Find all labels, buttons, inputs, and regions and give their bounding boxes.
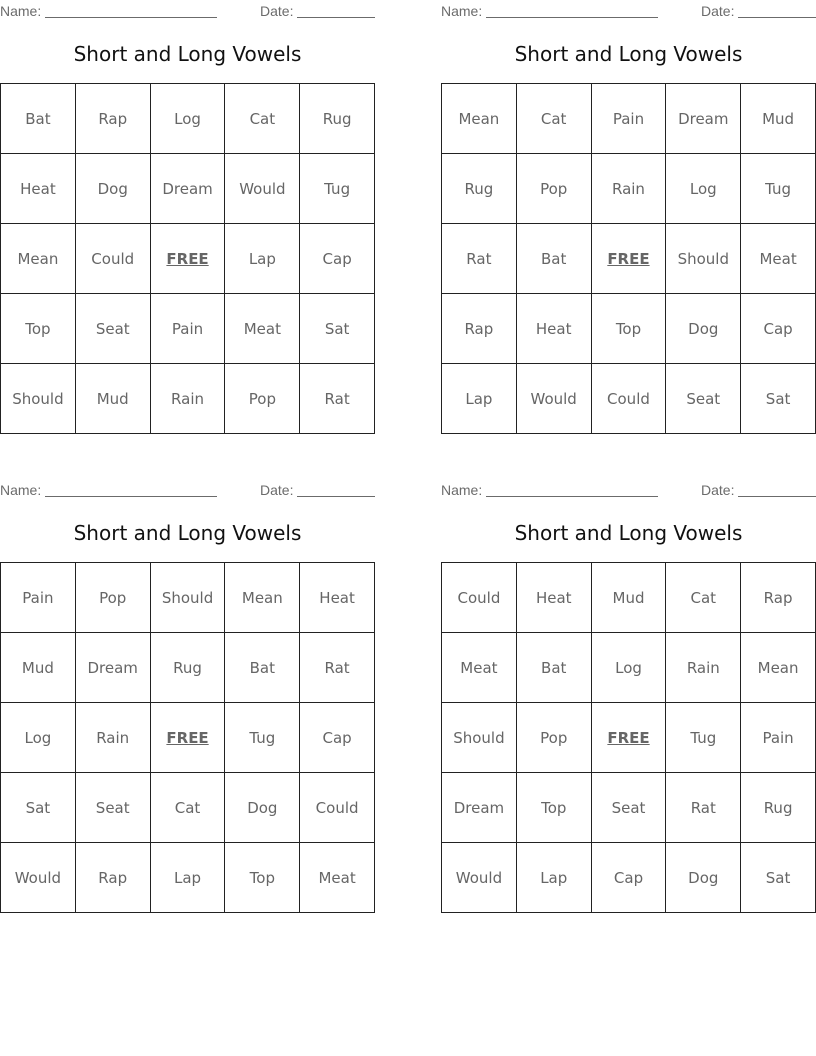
bingo-grid [441, 83, 816, 434]
bingo-cell: Sat [300, 294, 375, 364]
bingo-cell: Rain [666, 633, 741, 703]
bingo-grid [0, 562, 375, 913]
grid-row [442, 703, 816, 773]
bingo-cell: Pain [591, 84, 666, 154]
bingo-grid [441, 562, 816, 913]
free-space: FREE [591, 224, 666, 294]
grid-row [442, 294, 816, 364]
free-space: FREE [591, 703, 666, 773]
free-space: FREE [150, 703, 225, 773]
bingo-grid [0, 83, 375, 434]
grid-row [1, 84, 375, 154]
bingo-cell: Seat [75, 773, 150, 843]
bingo-cell: Cap [300, 703, 375, 773]
card-title: Short and Long Vowels [73, 521, 302, 545]
bingo-cell: Lap [150, 843, 225, 913]
grid-row [442, 154, 816, 224]
bingo-cell: Dream [75, 633, 150, 703]
date-blank-line [738, 17, 816, 18]
grid-row [1, 633, 375, 703]
bingo-cell: Pop [516, 703, 591, 773]
bingo-cell: Rap [75, 843, 150, 913]
bingo-cell: Rain [75, 703, 150, 773]
bingo-cell: Rug [442, 154, 517, 224]
bingo-cell: Could [75, 224, 150, 294]
bingo-cell: Cat [666, 563, 741, 633]
grid-row [1, 154, 375, 224]
bingo-cell: Would [442, 843, 517, 913]
date-label: Date: [701, 3, 735, 19]
grid-row [1, 563, 375, 633]
bingo-cell: Pain [150, 294, 225, 364]
name-label: Name: [0, 3, 42, 19]
grid-row [442, 563, 816, 633]
name-blank-line [45, 496, 217, 497]
name-label: Name: [441, 3, 483, 19]
bingo-cell: Should [150, 563, 225, 633]
name-label: Name: [441, 482, 483, 498]
bingo-cell: Heat [300, 563, 375, 633]
card-title: Short and Long Vowels [514, 521, 743, 545]
bingo-cell: Dog [225, 773, 300, 843]
grid-row [442, 364, 816, 434]
bingo-cell: Pain [1, 563, 76, 633]
bingo-cell: Meat [225, 294, 300, 364]
bingo-cell: Seat [666, 364, 741, 434]
grid-row [442, 843, 816, 913]
bingo-cell: Meat [300, 843, 375, 913]
bingo-cell: Tug [666, 703, 741, 773]
name-blank-line [486, 17, 658, 18]
bingo-cell: Rain [591, 154, 666, 224]
bingo-cell: Seat [591, 773, 666, 843]
bingo-cell: Bat [225, 633, 300, 703]
name-blank-line [45, 17, 217, 18]
bingo-cell: Mud [741, 84, 816, 154]
bingo-cell: Top [591, 294, 666, 364]
grid-row [1, 224, 375, 294]
bingo-cell: Mean [741, 633, 816, 703]
card-header [441, 482, 816, 496]
date-label: Date: [701, 482, 735, 498]
bingo-cell: Could [442, 563, 517, 633]
bingo-cell: Should [442, 703, 517, 773]
bingo-cell: Cap [741, 294, 816, 364]
bingo-cell: Dream [666, 84, 741, 154]
bingo-cell: Lap [442, 364, 517, 434]
grid-row [442, 84, 816, 154]
grid-row [1, 294, 375, 364]
bingo-cell: Top [225, 843, 300, 913]
bingo-cell: Could [591, 364, 666, 434]
grid-row [1, 773, 375, 843]
bingo-cell: Mean [1, 224, 76, 294]
bingo-cell: Rat [300, 633, 375, 703]
date-label: Date: [260, 482, 294, 498]
bingo-cell: Rug [150, 633, 225, 703]
card-header [0, 482, 375, 496]
bingo-cell: Rain [150, 364, 225, 434]
bingo-cell: Rat [442, 224, 517, 294]
date-blank-line [738, 496, 816, 497]
grid-row [442, 773, 816, 843]
name-blank-line [486, 496, 658, 497]
bingo-cell: Mean [442, 84, 517, 154]
grid-row [442, 633, 816, 703]
bingo-cell: Meat [741, 224, 816, 294]
bingo-cell: Tug [741, 154, 816, 224]
grid-row [1, 364, 375, 434]
bingo-cell: Rat [666, 773, 741, 843]
bingo-cell: Pain [741, 703, 816, 773]
bingo-cell: Cat [225, 84, 300, 154]
bingo-cell: Sat [741, 843, 816, 913]
bingo-cell: Log [150, 84, 225, 154]
date-label: Date: [260, 3, 294, 19]
bingo-cell: Mean [225, 563, 300, 633]
bingo-cell: Log [591, 633, 666, 703]
bingo-cell: Rap [75, 84, 150, 154]
bingo-cell: Pop [225, 364, 300, 434]
grid-row [1, 843, 375, 913]
bingo-cell: Rat [300, 364, 375, 434]
bingo-cell: Bat [516, 633, 591, 703]
bingo-cell: Sat [741, 364, 816, 434]
card-title: Short and Long Vowels [514, 42, 743, 66]
bingo-cell: Cap [300, 224, 375, 294]
card-header [441, 3, 816, 17]
bingo-cell: Dog [666, 294, 741, 364]
bingo-cell: Mud [1, 633, 76, 703]
bingo-cell: Rap [442, 294, 517, 364]
grid-row [1, 703, 375, 773]
card-header [0, 3, 375, 17]
bingo-cell: Mud [75, 364, 150, 434]
bingo-cell: Tug [225, 703, 300, 773]
bingo-cell: Top [516, 773, 591, 843]
bingo-cell: Should [666, 224, 741, 294]
date-blank-line [297, 496, 375, 497]
bingo-cell: Pop [75, 563, 150, 633]
bingo-cell: Lap [225, 224, 300, 294]
bingo-cell: Cap [591, 843, 666, 913]
bingo-cell: Bat [516, 224, 591, 294]
bingo-cell: Heat [516, 294, 591, 364]
bingo-cell: Heat [516, 563, 591, 633]
grid-row [442, 224, 816, 294]
card-title: Short and Long Vowels [73, 42, 302, 66]
bingo-cell: Heat [1, 154, 76, 224]
date-blank-line [297, 17, 375, 18]
bingo-cell: Lap [516, 843, 591, 913]
free-space: FREE [150, 224, 225, 294]
bingo-cell: Dream [442, 773, 517, 843]
bingo-cell: Should [1, 364, 76, 434]
bingo-cell: Cat [150, 773, 225, 843]
bingo-cell: Rap [741, 563, 816, 633]
bingo-cell: Tug [300, 154, 375, 224]
bingo-cell: Rug [300, 84, 375, 154]
bingo-cell: Would [225, 154, 300, 224]
bingo-cell: Log [666, 154, 741, 224]
bingo-cell: Would [516, 364, 591, 434]
bingo-cell: Top [1, 294, 76, 364]
bingo-cell: Mud [591, 563, 666, 633]
bingo-cell: Sat [1, 773, 76, 843]
bingo-cell: Would [1, 843, 76, 913]
bingo-cell: Dream [150, 154, 225, 224]
bingo-cell: Pop [516, 154, 591, 224]
bingo-cell: Dog [75, 154, 150, 224]
name-label: Name: [0, 482, 42, 498]
bingo-cell: Cat [516, 84, 591, 154]
bingo-cell: Log [1, 703, 76, 773]
bingo-cell: Dog [666, 843, 741, 913]
bingo-cell: Bat [1, 84, 76, 154]
bingo-cell: Meat [442, 633, 517, 703]
bingo-cell: Could [300, 773, 375, 843]
bingo-cell: Rug [741, 773, 816, 843]
bingo-cell: Seat [75, 294, 150, 364]
